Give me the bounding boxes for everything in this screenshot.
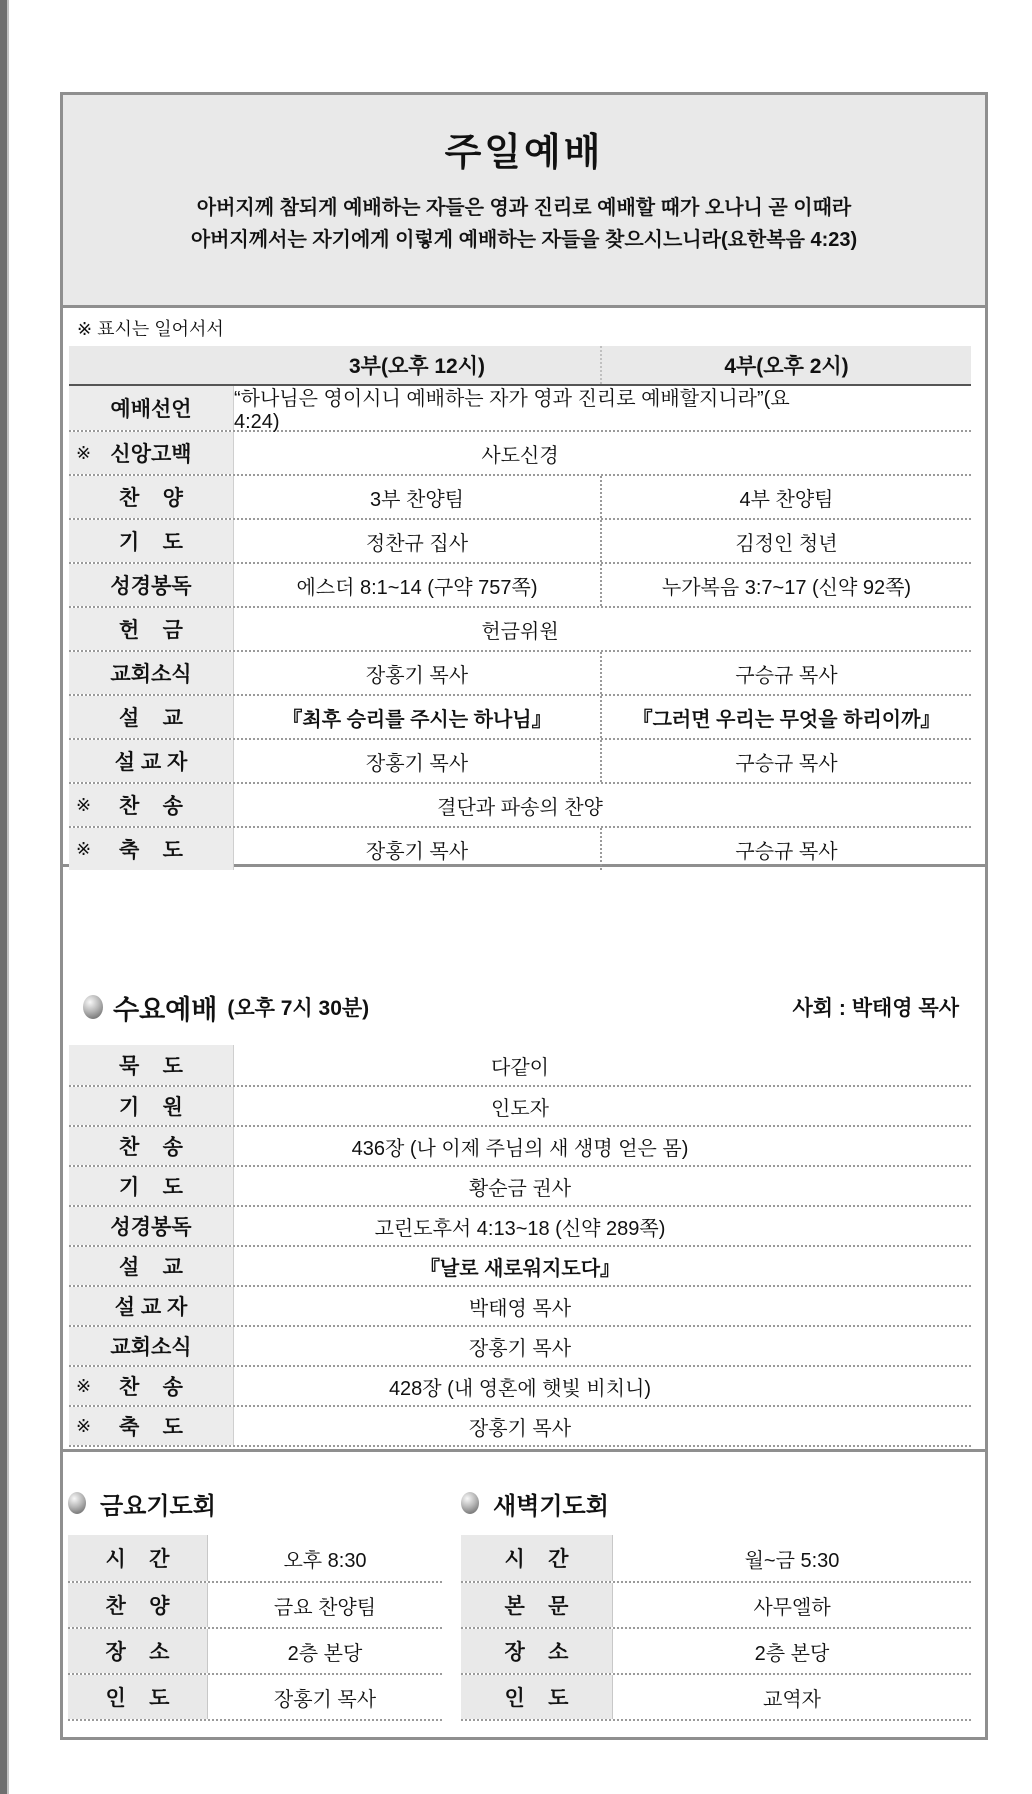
row-label	[69, 1127, 234, 1165]
dawn-prayer-section	[461, 1452, 971, 1721]
row-label: 인 도	[461, 1675, 613, 1719]
row-value: 다같이	[491, 1056, 549, 1079]
header-label-cell	[69, 346, 234, 384]
row-value-part4: 구승규 목사	[600, 740, 971, 782]
page-edge-strip	[0, 0, 7, 1794]
table-row	[69, 1405, 971, 1445]
sunday-worship-table	[69, 346, 971, 870]
wednesday-worship-box	[60, 864, 988, 1452]
row-value: 월~금 5:30	[744, 1549, 840, 1572]
row-label-text: 찬 송	[119, 1136, 183, 1159]
row-label-text: 찬 송	[119, 795, 183, 818]
row-value-span: “하나님은 영이시니 예배하는 자가 영과 진리로 예배할지니라”(요 4:24)	[234, 388, 790, 433]
row-value-part3: 3부 찬양팀	[370, 488, 464, 511]
row-value-span: 사도신경	[481, 444, 559, 467]
row-label-text: 찬 양	[119, 487, 183, 510]
row-label-text: 찬 송	[119, 1376, 183, 1399]
table-row	[69, 650, 971, 694]
sphere-bullet-icon	[68, 1492, 86, 1514]
row-label: 본 문	[461, 1583, 613, 1627]
row-label	[69, 740, 234, 782]
row-label-text: 설 교	[119, 1256, 183, 1279]
row-value: 인도자	[491, 1097, 549, 1120]
row-label: 장 소	[461, 1629, 613, 1673]
table-row	[69, 1365, 971, 1405]
table-row	[461, 1673, 971, 1719]
row-value: 2층 본당	[754, 1642, 830, 1665]
row-value-span: 결단과 파송의 찬양	[437, 796, 603, 819]
table-row	[69, 386, 971, 433]
wednesday-section-header	[83, 985, 959, 1029]
wednesday-title: 수요예배	[113, 994, 218, 1025]
row-label	[69, 1045, 234, 1085]
row-label-text: 예배선언	[110, 398, 192, 421]
prayer-meetings-box	[60, 1449, 988, 1740]
table-row	[69, 1325, 971, 1365]
row-value: 428장 (내 영혼에 햇빛 비치니)	[388, 1377, 652, 1400]
row-value-part3: 에스더 8:1~14 (구약 757쪽)	[296, 576, 538, 599]
row-value-part4: 누가복음 3:7~17 (신약 92쪽)	[600, 564, 971, 606]
row-label	[69, 1247, 234, 1285]
table-row	[69, 1285, 971, 1325]
row-value-part3: 정찬규 집사	[365, 532, 469, 555]
row-value: 박태영 목사	[468, 1297, 572, 1320]
friday-prayer-header	[68, 1485, 442, 1521]
table-row	[69, 738, 971, 782]
row-label	[69, 476, 234, 518]
sunday-table-rows	[69, 386, 971, 870]
row-label-text: 기 도	[119, 531, 183, 554]
row-label-text: 축 도	[119, 839, 183, 862]
friday-prayer-table	[68, 1535, 442, 1721]
row-label	[69, 608, 234, 650]
table-row	[69, 1085, 971, 1125]
row-label	[69, 696, 234, 738]
table-row	[68, 1673, 442, 1719]
row-value: 2층 본당	[287, 1642, 363, 1665]
row-label: 시 간	[461, 1535, 613, 1581]
row-value: 436장 (나 이제 주님의 새 생명 얻은 몸)	[351, 1137, 689, 1160]
table-row	[69, 694, 971, 738]
table-row	[461, 1535, 971, 1581]
row-value: 『날로 새로워지도다』	[419, 1257, 621, 1280]
sphere-bullet-icon	[83, 995, 103, 1019]
row-value: 오후 8:30	[283, 1549, 367, 1572]
row-value: 사무엘하	[753, 1596, 831, 1619]
dawn-prayer-title: 새벽기도회	[493, 1492, 609, 1520]
standing-mark: ※	[76, 442, 92, 463]
table-row	[69, 1245, 971, 1285]
row-label-text: 신앙고백	[110, 443, 192, 466]
table-row	[69, 430, 971, 474]
row-label	[69, 1367, 234, 1405]
row-value: 고린도후서 4:13~18 (신약 289쪽)	[374, 1217, 666, 1240]
row-value-part3: 장홍기 목사	[365, 752, 469, 775]
row-label-text: 기 도	[119, 1176, 183, 1199]
row-label	[69, 432, 234, 474]
table-row	[69, 1165, 971, 1205]
table-row	[69, 1205, 971, 1245]
page-edge-highlight	[7, 0, 9, 1794]
row-label	[69, 1407, 234, 1445]
friday-prayer-section	[68, 1452, 442, 1721]
page-title: 주일예배	[444, 132, 604, 174]
row-label-text: 헌 금	[119, 619, 183, 642]
row-label-text: 설 교 자	[114, 1296, 188, 1319]
column-header-part3: 3부(오후 12시)	[348, 355, 485, 378]
table-row	[69, 562, 971, 606]
friday-prayer-title: 금요기도회	[100, 1492, 216, 1520]
row-label	[69, 1287, 234, 1325]
table-row	[68, 1535, 442, 1581]
row-value-part3: 장홍기 목사	[365, 840, 469, 863]
row-label-text: 성경봉독	[110, 1216, 192, 1239]
wednesday-time: (오후 7시 30분)	[227, 997, 370, 1020]
row-value-part4: 4부 찬양팀	[600, 476, 971, 518]
standing-mark: ※	[76, 838, 92, 859]
row-value-part4: 『그러면 우리는 무엇을 하리이까』	[600, 696, 971, 738]
row-label	[69, 828, 234, 870]
column-header-part4: 4부(오후 2시)	[600, 346, 971, 384]
row-value: 장홍기 목사	[468, 1337, 572, 1360]
row-label-text: 묵 도	[119, 1055, 183, 1078]
row-value-part4: 김정인 청년	[600, 520, 971, 562]
dawn-prayer-table	[461, 1535, 971, 1721]
verse-line-2: 아버지께서는 자기에게 이렇게 예배하는 자들을 찾으시느니라(요한복음 4:23)	[190, 229, 858, 251]
row-label-text: 교회소식	[110, 1336, 192, 1359]
title-box	[60, 92, 988, 308]
row-value-span: 헌금위원	[481, 620, 559, 643]
table-row	[69, 782, 971, 826]
wednesday-table-rows	[69, 1045, 971, 1445]
verse-text	[63, 192, 985, 256]
table-row	[461, 1581, 971, 1627]
bulletin-sheet	[60, 92, 988, 1740]
table-row	[69, 606, 971, 650]
table-row	[68, 1581, 442, 1627]
table-row	[69, 518, 971, 562]
table-row	[69, 1125, 971, 1165]
row-label	[69, 386, 234, 430]
row-label: 시 간	[68, 1535, 208, 1581]
table-row	[68, 1627, 442, 1673]
row-label: 장 소	[68, 1629, 208, 1673]
row-label	[69, 520, 234, 562]
table-row	[461, 1627, 971, 1673]
row-label	[69, 1167, 234, 1205]
verse-line-1: 아버지께 참되게 예배하는 자들은 영과 진리로 예배할 때가 오나니 곧 이때라	[196, 197, 852, 219]
row-label	[69, 1327, 234, 1365]
prayer-meetings-inner	[63, 1452, 985, 1721]
row-label-text: 설 교 자	[114, 751, 188, 774]
row-label	[69, 784, 234, 826]
row-value: 장홍기 목사	[468, 1417, 572, 1440]
row-value: 금요 찬양팀	[273, 1596, 377, 1619]
row-label	[69, 1207, 234, 1245]
wednesday-table	[69, 1045, 971, 1447]
row-value: 황순금 권사	[468, 1177, 572, 1200]
row-value: 교역자	[763, 1688, 821, 1711]
standing-mark: ※	[76, 1415, 92, 1436]
row-value-part4: 구승규 목사	[600, 652, 971, 694]
row-label-text: 기 원	[119, 1096, 183, 1119]
row-value: 장홍기 목사	[273, 1688, 377, 1711]
row-value-part3: 장홍기 목사	[365, 664, 469, 687]
row-label-text: 교회소식	[110, 663, 192, 686]
sunday-worship-box	[60, 305, 988, 867]
table-row	[69, 826, 971, 870]
dawn-prayer-header	[461, 1485, 971, 1521]
row-label	[69, 652, 234, 694]
sphere-bullet-icon	[461, 1492, 479, 1514]
table-row	[69, 1045, 971, 1085]
row-label-text: 축 도	[119, 1416, 183, 1439]
row-label: 인 도	[68, 1675, 208, 1719]
standing-mark: ※	[76, 794, 92, 815]
sunday-table-header	[69, 346, 971, 386]
row-label	[69, 1087, 234, 1125]
row-label: 찬 양	[68, 1583, 208, 1627]
row-value-part3: 『최후 승리를 주시는 하나님』	[282, 708, 552, 731]
table-row	[69, 474, 971, 518]
standing-mark: ※	[76, 1375, 92, 1396]
standing-note: ※ 표시는 일어서서	[77, 319, 224, 339]
wednesday-presider: 사회 : 박태영 목사	[792, 997, 959, 1020]
row-value-part4: 구승규 목사	[600, 828, 971, 870]
row-label-text: 성경봉독	[110, 575, 192, 598]
row-label-text: 설 교	[119, 707, 183, 730]
row-label	[69, 564, 234, 606]
